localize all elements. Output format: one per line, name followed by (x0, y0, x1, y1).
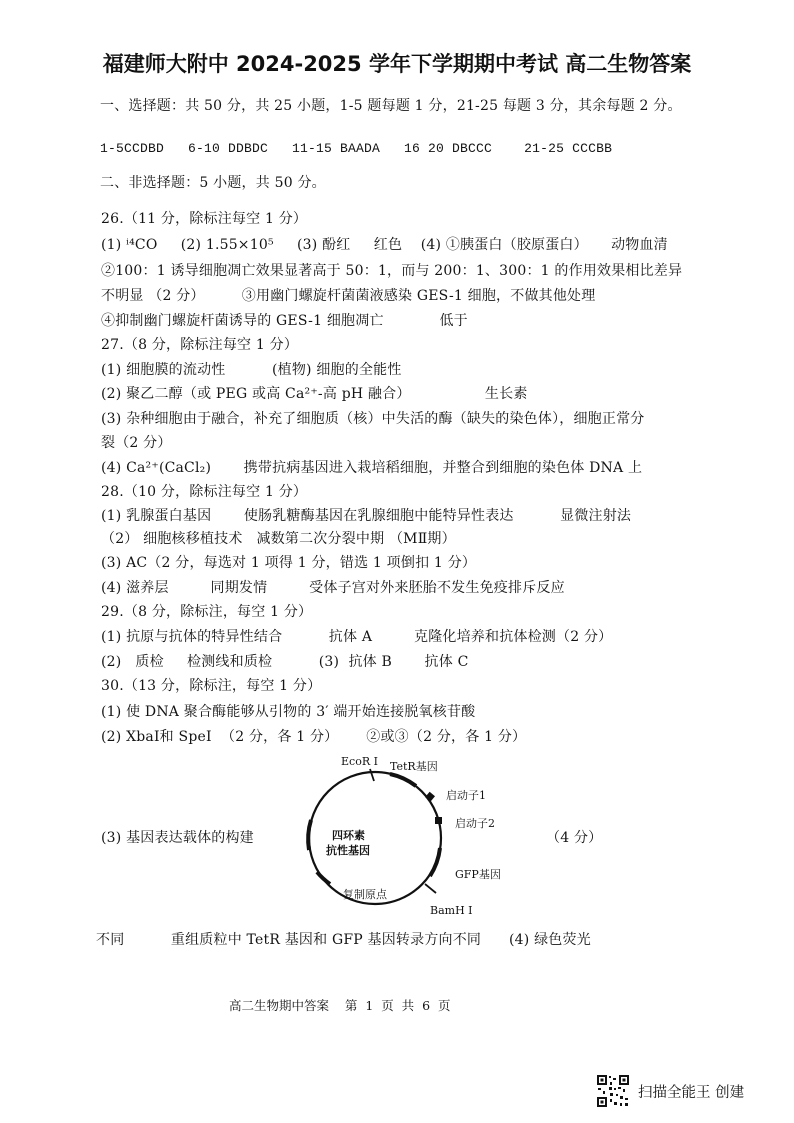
q27-line4: 裂（2 分） (101, 435, 172, 451)
tetr-gene-arrow (390, 774, 416, 786)
ecori-site (370, 769, 374, 781)
q29-line1: (1) 抗原与抗体的特异性结合 抗体 A 克隆化培养和抗体检测（2 分） (101, 629, 613, 645)
promoter2-mark (435, 817, 442, 824)
promoter1-label: 启动子1 (446, 789, 486, 802)
q27-line2: (2) 聚乙二醇（或 PEG 或高 Ca²⁺-高 pH 融合） 生长素 (101, 386, 528, 402)
tetra-label-2: 抗性基因 (326, 844, 370, 857)
q30-line3-left: (3) 基因表达载体的构建 (101, 830, 254, 846)
section1-heading: 一、选择题：共 50 分，共 25 小题，1-5 题每题 1 分，21-25 每题 3 分，其余每题 2 分。 (100, 98, 682, 114)
ecori-label: EcoR Ⅰ (341, 755, 378, 768)
q26-line3: 不明显 （2 分） ③用幽门螺旋杆菌菌液感染 GES-1 细胞，不做其他处理 (101, 288, 596, 304)
q28-line1: (1) 乳腺蛋白基因 使肠乳糖酶基因在乳腺细胞中能特异性表达 显微注射法 (101, 508, 632, 524)
q30-line2: (2) XbaⅠ和 SpeⅠ （2 分，各 1 分） ②或③（2 分，各 1 分） (101, 729, 527, 745)
q27-line1: (1) 细胞膜的流动性 (植物) 细胞的全能性 (101, 362, 402, 378)
q30-line1: (1) 使 DNA 聚合酶能够从引物的 3′ 端开始连接脱氧核苷酸 (101, 704, 476, 720)
q26-line4: ④抑制幽门螺旋杆菌诱导的 GES-1 细胞凋亡 低于 (101, 313, 468, 329)
q28-line4: (4) 滋养层 同期发情 受体子宫对外来胚胎不发生免疫排斥反应 (101, 580, 565, 596)
scanner-credit: 扫描全能王 创建 (638, 1084, 745, 1101)
q30-line4: 不同 重组质粒中 TetR 基因和 GFP 基因转录方向不同 (4) 绿色荧光 (96, 932, 591, 948)
promoter1-mark (425, 792, 435, 802)
tetr-label: TetR基因 (390, 760, 438, 773)
ori-label: 复制原点 (343, 888, 387, 901)
gfp-label: GFP基因 (455, 868, 501, 881)
q28-line2: （2） 细胞核移植技术 减数第二次分裂中期 （MⅡ期） (101, 531, 456, 547)
page-title: 福建师大附中 2024-2025 学年下学期期中考试 高二生物答案 (102, 52, 692, 76)
q27-line3: (3) 杂种细胞由于融合，补充了细胞质（核）中失活的酶（缺失的染色体），细胞正常分 (101, 411, 645, 427)
tetra-label-1: 四环素 (332, 829, 365, 842)
q26-header: 26.（11 分，除标注每空 1 分） (101, 211, 308, 227)
q30-header: 30.（13 分，除标注，每空 1 分） (101, 678, 322, 694)
q28-line3: (3) AC（2 分，每选对 1 项得 1 分，错选 1 项倒扣 1 分） (101, 555, 477, 571)
ori-mark (317, 872, 330, 884)
q29-header: 29.（8 分，除标注，每空 1 分） (101, 604, 313, 620)
q28-header: 28.（10 分，除标注每空 1 分） (101, 484, 308, 500)
q29-line2: (2) 质检 检测线和质检 (3) 抗体 B 抗体 C (101, 654, 469, 670)
promoter2-label: 启动子2 (455, 817, 495, 830)
bamhi-site (425, 884, 436, 893)
q30-line3-right: （4 分） (546, 830, 603, 846)
bamhi-label: BamH Ⅰ (430, 904, 473, 917)
page-footer: 高二生物期中答案 第 1 页 共 6 页 (229, 998, 451, 1013)
section2-heading: 二、非选择题：5 小题，共 50 分。 (100, 175, 326, 191)
qr-code-icon (596, 1074, 630, 1108)
tetra-gene-arrow (308, 820, 311, 850)
q27-header: 27.（8 分，除标注每空 1 分） (101, 337, 299, 353)
gfp-gene-arrow (430, 848, 440, 876)
q27-line5: (4) Ca²⁺(CaCl₂) 携带抗病基因进入栽培稻细胞，并整合到细胞的染色体 DNA 上 (101, 460, 643, 476)
scanner-watermark (596, 1072, 744, 1110)
q26-line1: (1) ⁱ⁴CO (2) 1.55×10⁵ (3) 酚红 红色 (4) ①胰蛋白（胶原蛋白） 动物血清 (101, 237, 668, 253)
mc-answers: 1-5CCDBD 6-10 DDBDC 11-15 BAADA 16 20 DBCCC 21-25 CCCBB (100, 141, 613, 156)
q26-line2: ②100：1 诱导细胞凋亡效果显著高于 50：1，而与 200：1、300：1 的作用效果相比差异 (101, 263, 683, 279)
